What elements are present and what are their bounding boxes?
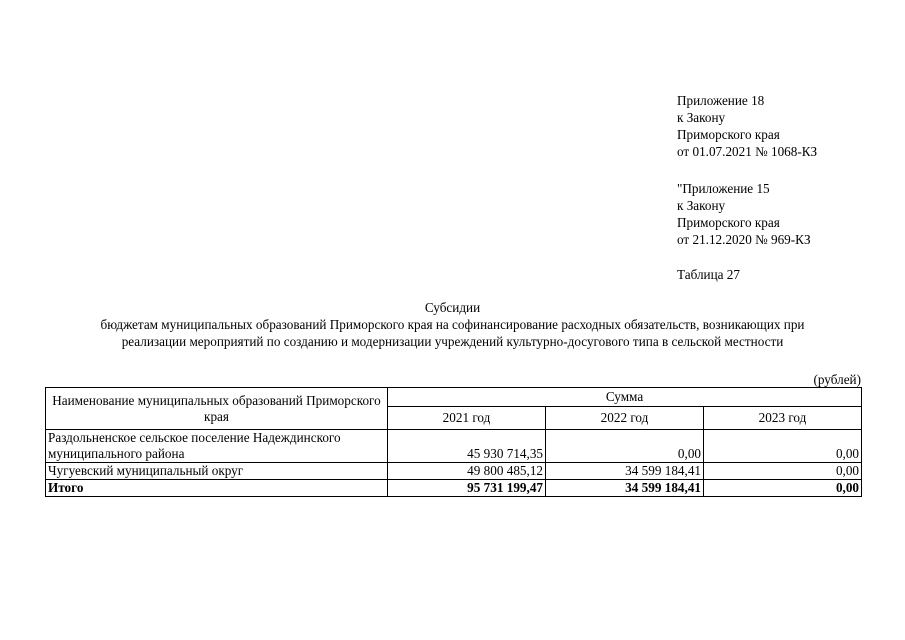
- units-label: (рублей): [813, 372, 861, 387]
- title-line3: реализации мероприятий по созданию и модернизации учреждений культурно-досугового типа в сельской местности: [121, 334, 784, 349]
- appendix-previous-line4: от 21.12.2020 № 969-КЗ: [677, 232, 811, 247]
- appendix-current-line4: от 01.07.2021 № 1068-КЗ: [677, 144, 818, 159]
- total-row: [46, 480, 862, 497]
- row-value-2022: 0,00: [546, 430, 704, 463]
- table-number: Таблица 27: [677, 267, 740, 282]
- row-value-2021: 45 930 714,35: [388, 430, 546, 463]
- document-title: [20, 299, 885, 350]
- header-year-2022: 2022 год: [546, 407, 704, 430]
- total-value-2022: 34 599 184,41: [546, 480, 704, 497]
- header-sum: Сумма: [388, 388, 862, 407]
- row-value-2022: 34 599 184,41: [546, 463, 704, 480]
- appendix-current-line1: Приложение 18: [677, 93, 765, 108]
- appendix-previous-line1: "Приложение 15: [677, 181, 770, 196]
- appendix-current-reference: [677, 92, 897, 160]
- table-row: [46, 463, 862, 480]
- table-row: [46, 430, 862, 463]
- appendix-current-line2: к Закону: [677, 110, 726, 125]
- title-line1: Субсидии: [424, 300, 481, 315]
- header-year-2023: 2023 год: [704, 407, 862, 430]
- total-value-2021: 95 731 199,47: [388, 480, 546, 497]
- row-name: Раздольненское сельское поселение Надеждинского муниципального района: [46, 430, 388, 463]
- title-line2: бюджетам муниципальных образований Приморского края на софинансирование расходных обязательств, возникающих при: [100, 317, 805, 332]
- row-name: Чугуевский муниципальный округ: [46, 463, 388, 480]
- row-value-2023: 0,00: [704, 430, 862, 463]
- row-value-2023: 0,00: [704, 463, 862, 480]
- appendix-previous-line3: Приморского края: [677, 215, 780, 230]
- total-label: Итого: [46, 480, 388, 497]
- subsidies-table: [45, 387, 862, 497]
- row-value-2021: 49 800 485,12: [388, 463, 546, 480]
- appendix-current-line3: Приморского края: [677, 127, 780, 142]
- header-municipality-name: Наименование муниципальных образований Приморского края: [46, 388, 388, 430]
- header-year-2021: 2021 год: [388, 407, 546, 430]
- appendix-previous-line2: к Закону: [677, 198, 726, 213]
- total-value-2023: 0,00: [704, 480, 862, 497]
- appendix-previous-reference: [677, 180, 897, 248]
